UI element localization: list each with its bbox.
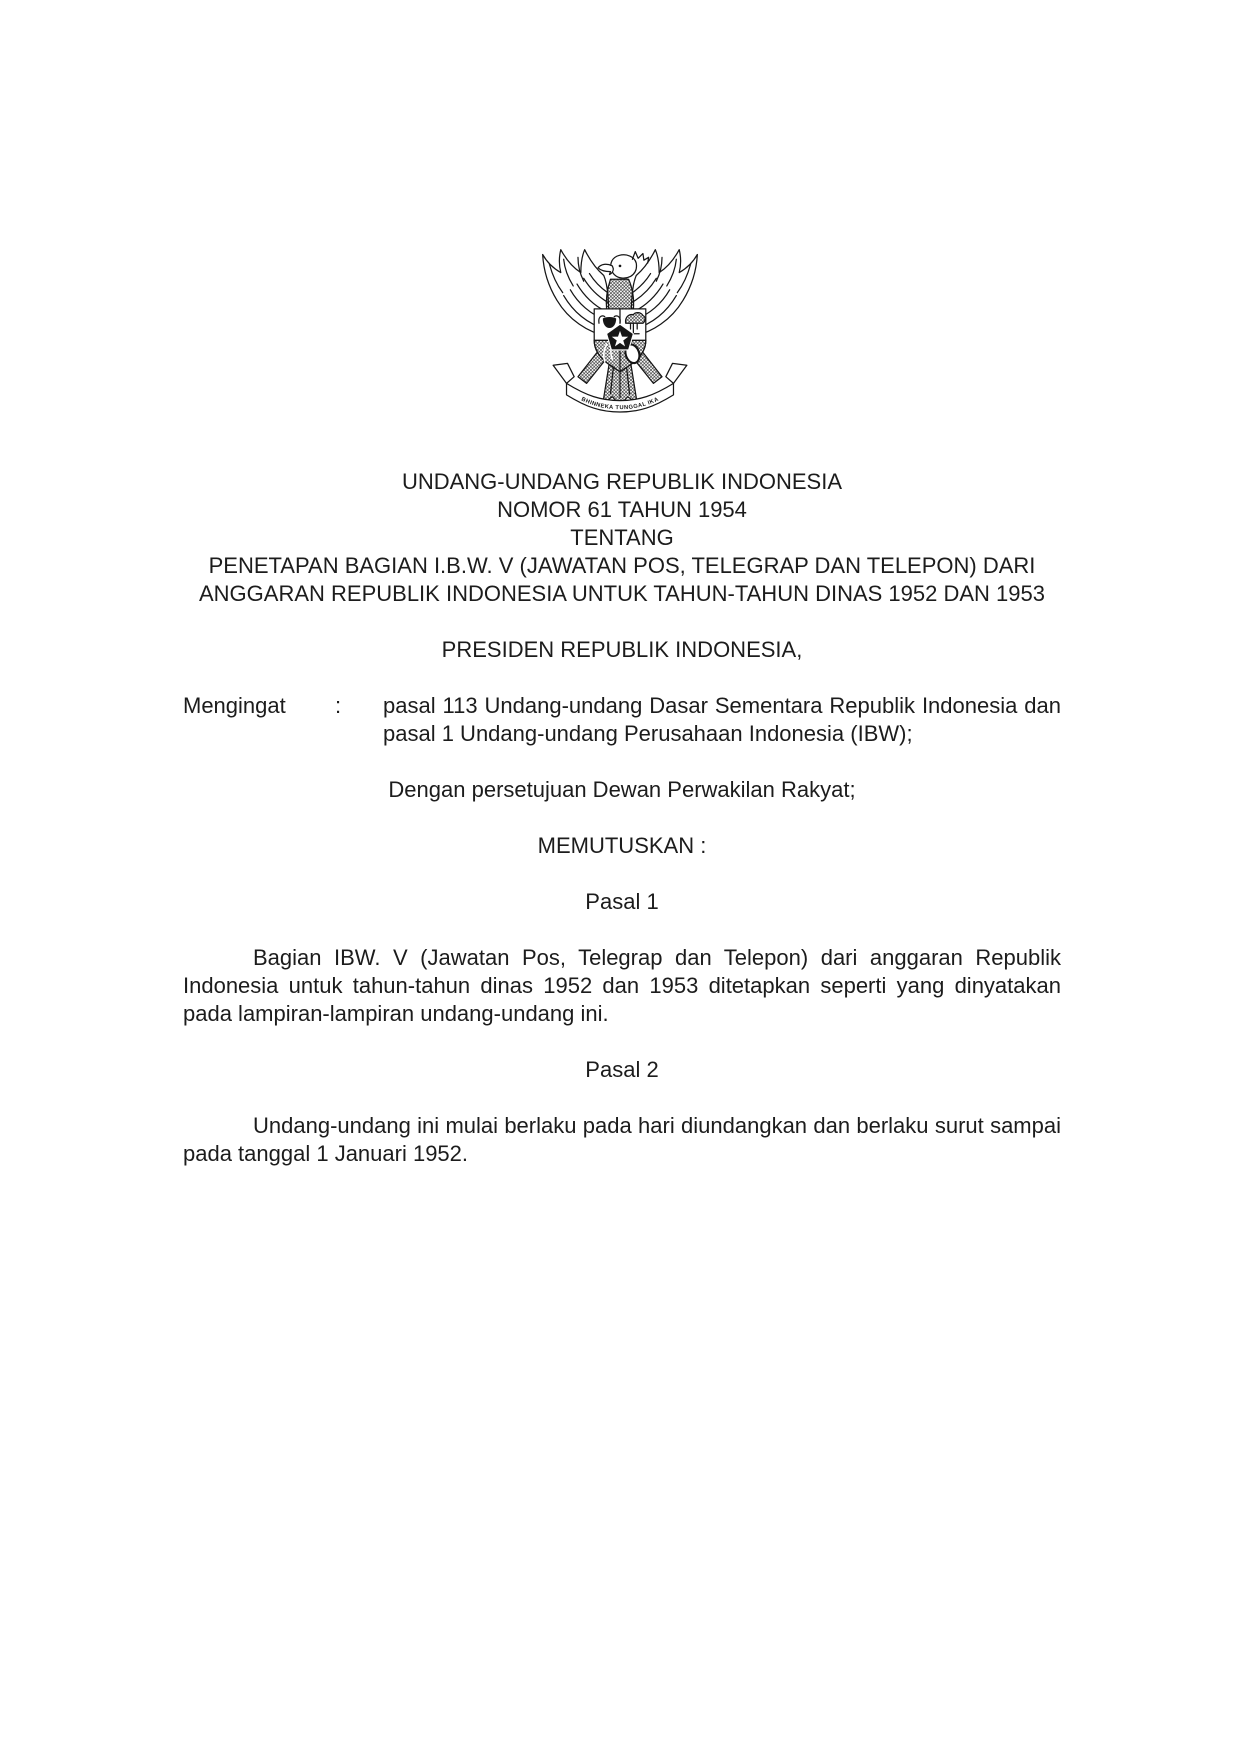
considering-separator: :	[335, 693, 342, 718]
article-1-body: Bagian IBW. V (Jawatan Pos, Telegrap dan Telepon) dari anggaran Republik Indonesia untuk tahun-tahun dinas 1952 dan 1953 ditetapkan seperti yang dinyatakan pada lampiran-lampiran undang-undang ini.	[183, 945, 1061, 1026]
garuda-pancasila-emblem	[534, 243, 706, 434]
article-1-title: Pasal 1	[585, 889, 659, 914]
considering-clause	[183, 692, 1061, 748]
emblem-container	[534, 243, 706, 439]
enactment-line: MEMUTUSKAN :	[537, 833, 707, 858]
document-body	[183, 468, 1061, 1168]
issuer-line: PRESIDEN REPUBLIK INDONESIA,	[441, 637, 803, 662]
heading-line-5: ANGGARAN REPUBLIK INDONESIA UNTUK TAHUN-TAHUN DINAS 1952 DAN 1953	[199, 581, 1045, 606]
heading-line-2: NOMOR 61 TAHUN 1954	[497, 497, 747, 522]
article-2-body: Undang-undang ini mulai berlaku pada hari diundangkan dan berlaku surut sampai pada tanggal 1 Januari 1952.	[183, 1113, 1061, 1166]
considering-text: pasal 113 Undang-undang Dasar Sementara Republik Indonesia dan pasal 1 Undang-undang Perusahaan Indonesia (IBW);	[383, 693, 1061, 746]
heading-line-4: PENETAPAN BAGIAN I.B.W. V (JAWATAN POS, TELEGRAP DAN TELEPON) DARI	[208, 553, 1036, 578]
considering-label: Mengingat	[183, 693, 286, 718]
document-heading	[183, 468, 1061, 608]
agreement-line: Dengan persetujuan Dewan Perwakilan Rakyat;	[388, 777, 856, 802]
heading-line-1: UNDANG-UNDANG REPUBLIK INDONESIA	[401, 469, 843, 494]
neck	[606, 279, 633, 310]
emblem-motto-text: BHINNEKA TUNGGAL IKA	[580, 396, 660, 412]
article-2-title: Pasal 2	[585, 1057, 659, 1082]
heading-line-3: TENTANG	[570, 525, 674, 550]
